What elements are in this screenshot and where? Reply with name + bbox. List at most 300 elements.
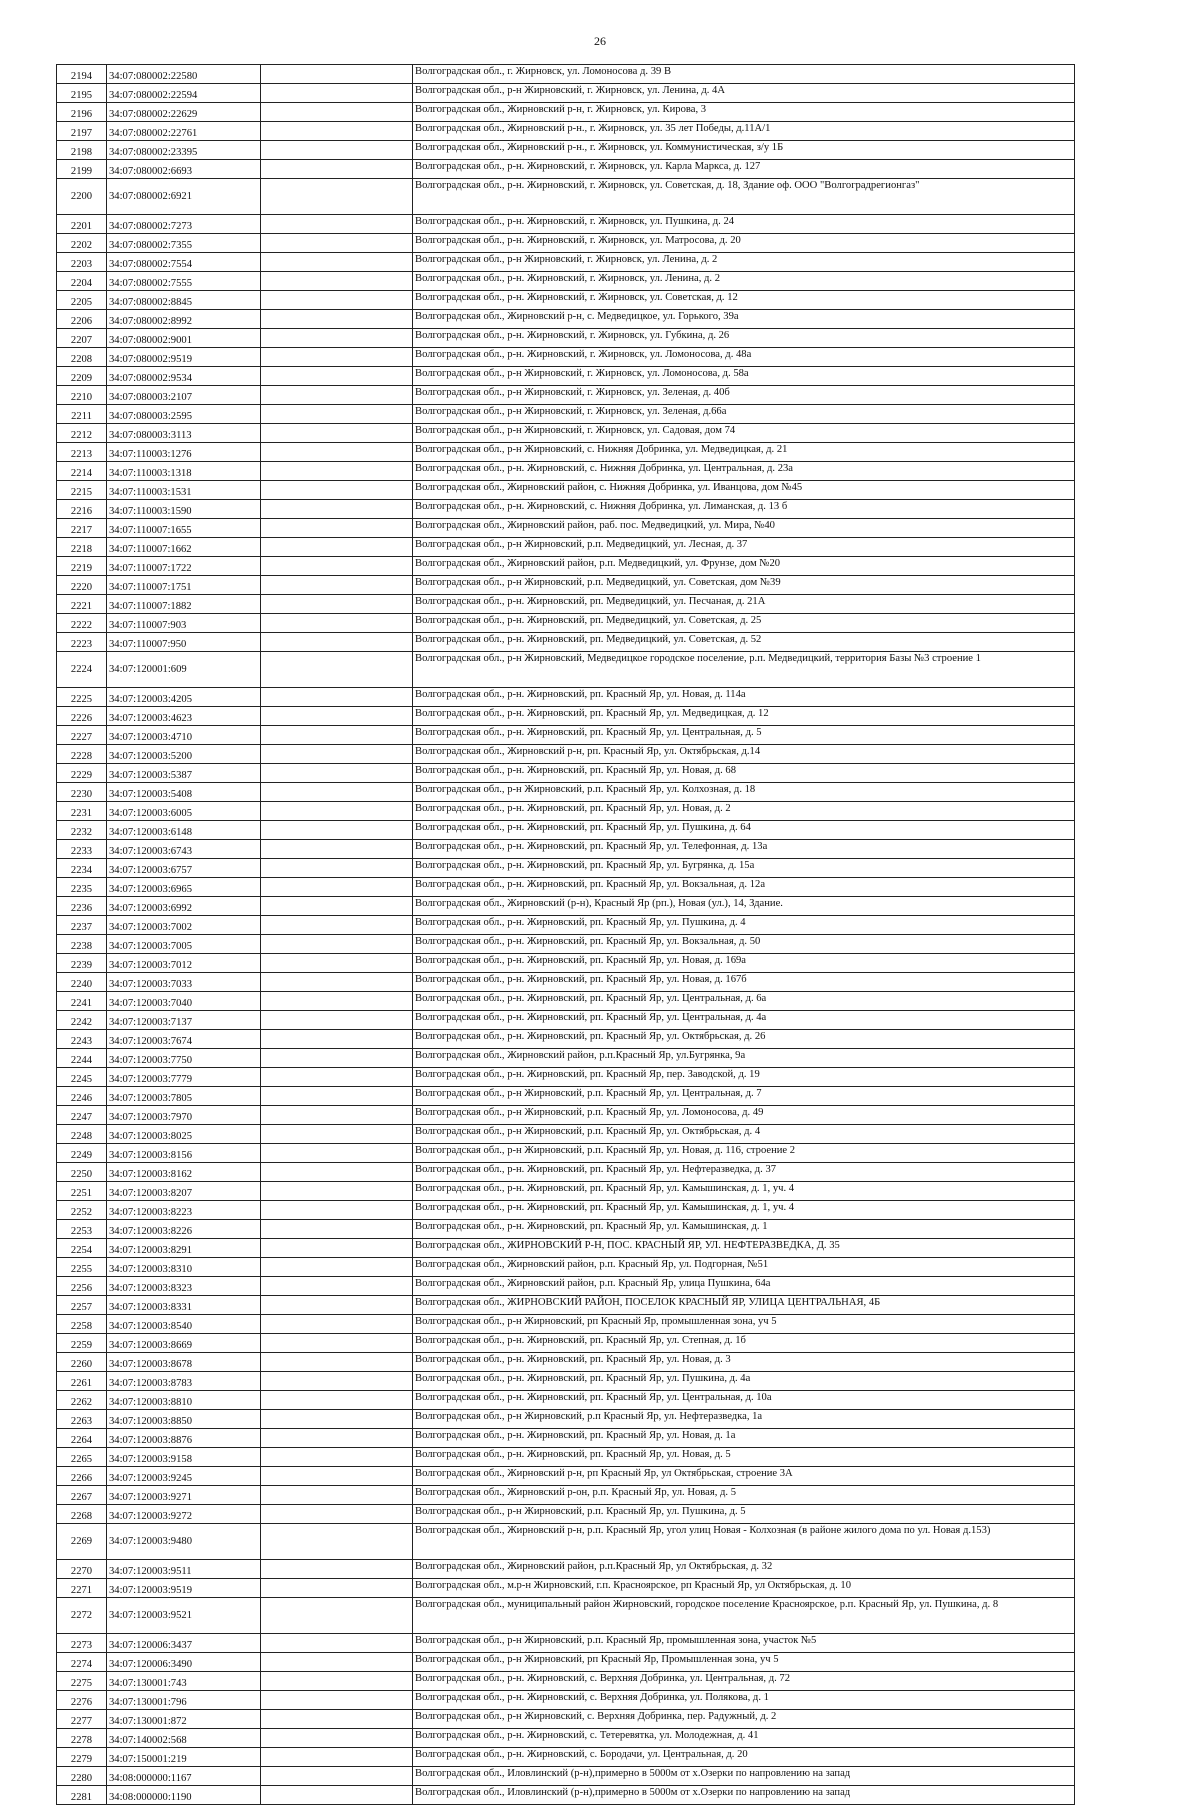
row-number-cell: 2213 xyxy=(57,443,107,462)
row-number-cell: 2223 xyxy=(57,633,107,652)
row-number-cell: 2266 xyxy=(57,1467,107,1486)
address-cell: Волгоградская обл., р-н. Жирновский, рп. Красный Яр, ул. Центральная, д. 10а xyxy=(413,1391,1075,1410)
empty-cell xyxy=(261,783,413,802)
cadastral-number-cell: 34:07:120003:9158 xyxy=(107,1448,261,1467)
cadastral-number-cell: 34:07:120003:9480 xyxy=(107,1524,261,1560)
table-row xyxy=(57,1505,1075,1524)
table-row xyxy=(57,802,1075,821)
cadastral-number-cell: 34:07:080002:6921 xyxy=(107,179,261,215)
empty-cell xyxy=(261,1030,413,1049)
table-row xyxy=(57,1087,1075,1106)
empty-cell xyxy=(261,272,413,291)
address-cell: Волгоградская обл., р-н. Жирновский, рп. Красный Яр, ул. Новая, д. 68 xyxy=(413,764,1075,783)
table-row xyxy=(57,1106,1075,1125)
empty-cell xyxy=(261,1315,413,1334)
empty-cell xyxy=(261,1598,413,1634)
table-row xyxy=(57,1486,1075,1505)
row-number-cell: 2206 xyxy=(57,310,107,329)
empty-cell xyxy=(261,1068,413,1087)
address-cell: Волгоградская обл., р-н Жирновский, г. Жирновск, ул. Зеленая, д. 40б xyxy=(413,386,1075,405)
cadastral-number-cell: 34:07:080002:23395 xyxy=(107,141,261,160)
table-row xyxy=(57,633,1075,652)
row-number-cell: 2268 xyxy=(57,1505,107,1524)
table-row xyxy=(57,1691,1075,1710)
row-number-cell: 2198 xyxy=(57,141,107,160)
row-number-cell: 2248 xyxy=(57,1125,107,1144)
table-row xyxy=(57,367,1075,386)
cadastral-number-cell: 34:07:080002:9001 xyxy=(107,329,261,348)
empty-cell xyxy=(261,1163,413,1182)
row-number-cell: 2264 xyxy=(57,1429,107,1448)
empty-cell xyxy=(261,1505,413,1524)
row-number-cell: 2269 xyxy=(57,1524,107,1560)
row-number-cell: 2265 xyxy=(57,1448,107,1467)
cadastral-number-cell: 34:07:080002:22594 xyxy=(107,84,261,103)
row-number-cell: 2228 xyxy=(57,745,107,764)
table-row xyxy=(57,500,1075,519)
empty-cell xyxy=(261,1106,413,1125)
cadastral-number-cell: 34:07:080002:9534 xyxy=(107,367,261,386)
address-cell: Волгоградская обл., р-н Жирновский, р.п. Медведицкий, ул. Советская, дом №39 xyxy=(413,576,1075,595)
row-number-cell: 2239 xyxy=(57,954,107,973)
cadastral-number-cell: 34:07:120003:4623 xyxy=(107,707,261,726)
address-cell: Волгоградская обл., р-н. Жирновский, с. Нижняя Добринка, ул. Лиманская, д. 13 б xyxy=(413,500,1075,519)
row-number-cell: 2258 xyxy=(57,1315,107,1334)
empty-cell xyxy=(261,443,413,462)
empty-cell xyxy=(261,367,413,386)
address-cell: Волгоградская обл., м.р-н Жирновский, г.п. Красноярское, рп Красный Яр, ул Октябрьская, д. 10 xyxy=(413,1579,1075,1598)
row-number-cell: 2235 xyxy=(57,878,107,897)
cadastral-number-cell: 34:07:120003:6757 xyxy=(107,859,261,878)
row-number-cell: 2246 xyxy=(57,1087,107,1106)
empty-cell xyxy=(261,310,413,329)
address-cell: Волгоградская обл., р-н. Жирновский, рп. Красный Яр, ул. Камышинская, д. 1, уч. 4 xyxy=(413,1201,1075,1220)
table-row xyxy=(57,234,1075,253)
empty-cell xyxy=(261,1258,413,1277)
address-cell: Волгоградская обл., р-н. Жирновский, с. Нижняя Добринка, ул. Центральная, д. 23а xyxy=(413,462,1075,481)
row-number-cell: 2238 xyxy=(57,935,107,954)
table-row xyxy=(57,859,1075,878)
empty-cell xyxy=(261,234,413,253)
table-row xyxy=(57,519,1075,538)
table-row xyxy=(57,405,1075,424)
table-row xyxy=(57,1634,1075,1653)
address-cell: Волгоградская обл., р-н. Жирновский, г. Жирновск, ул. Карла Маркса, д. 127 xyxy=(413,160,1075,179)
address-cell: Волгоградская обл., р-н. Жирновский, рп. Красный Яр, ул. Октябрьская, д. 26 xyxy=(413,1030,1075,1049)
table-row xyxy=(57,1258,1075,1277)
address-cell: Волгоградская обл., р-н Жирновский, р.п. Красный Яр, ул. Колхозная, д. 18 xyxy=(413,783,1075,802)
row-number-cell: 2209 xyxy=(57,367,107,386)
registry-table xyxy=(56,64,1075,1805)
row-number-cell: 2257 xyxy=(57,1296,107,1315)
row-number-cell: 2277 xyxy=(57,1710,107,1729)
table-row xyxy=(57,614,1075,633)
table-row xyxy=(57,1030,1075,1049)
address-cell: Волгоградская обл., Иловлинский (р-н),примерно в 5000м от х.Озерки по напровлению на запад xyxy=(413,1786,1075,1805)
cadastral-number-cell: 34:07:120003:6965 xyxy=(107,878,261,897)
cadastral-number-cell: 34:07:120003:8783 xyxy=(107,1372,261,1391)
table-row xyxy=(57,935,1075,954)
empty-cell xyxy=(261,802,413,821)
address-cell: Волгоградская обл., р-н. Жирновский, г. Жирновск, ул. Губкина, д. 26 xyxy=(413,329,1075,348)
empty-cell xyxy=(261,1087,413,1106)
table-row xyxy=(57,1767,1075,1786)
row-number-cell: 2275 xyxy=(57,1672,107,1691)
table-row xyxy=(57,329,1075,348)
table-row xyxy=(57,65,1075,84)
table-row xyxy=(57,1467,1075,1486)
table-row xyxy=(57,1448,1075,1467)
empty-cell xyxy=(261,291,413,310)
address-cell: Волгоградская обл., р-н. Жирновский, с. Тетеревятка, ул. Молодежная, д. 41 xyxy=(413,1729,1075,1748)
address-cell: Волгоградская обл., р-н. Жирновский, рп. Красный Яр, ул. Медведицкая, д. 12 xyxy=(413,707,1075,726)
row-number-cell: 2242 xyxy=(57,1011,107,1030)
table-row xyxy=(57,1353,1075,1372)
empty-cell xyxy=(261,1467,413,1486)
table-row xyxy=(57,1748,1075,1767)
empty-cell xyxy=(261,253,413,272)
empty-cell xyxy=(261,1729,413,1748)
address-cell: Волгоградская обл., Жирновский район, р.п. Красный Яр, улица Пушкина, 64а xyxy=(413,1277,1075,1296)
row-number-cell: 2216 xyxy=(57,500,107,519)
cadastral-number-cell: 34:07:120003:8226 xyxy=(107,1220,261,1239)
empty-cell xyxy=(261,1239,413,1258)
cadastral-number-cell: 34:07:120003:8223 xyxy=(107,1201,261,1220)
address-cell: Волгоградская обл., р-н. Жирновский, с. Бородачи, ул. Центральная, д. 20 xyxy=(413,1748,1075,1767)
table-row xyxy=(57,954,1075,973)
empty-cell xyxy=(261,595,413,614)
empty-cell xyxy=(261,1710,413,1729)
empty-cell xyxy=(261,1448,413,1467)
empty-cell xyxy=(261,916,413,935)
row-number-cell: 2234 xyxy=(57,859,107,878)
cadastral-number-cell: 34:07:110003:1318 xyxy=(107,462,261,481)
empty-cell xyxy=(261,1372,413,1391)
address-cell: Волгоградская обл., Жирновский район, р.п. Медведицкий, ул. Фрунзе, дом №20 xyxy=(413,557,1075,576)
address-cell: Волгоградская обл., р-н Жирновский, р.п. Красный Яр, ул. Пушкина, д. 5 xyxy=(413,1505,1075,1524)
table-row xyxy=(57,1220,1075,1239)
cadastral-number-cell: 34:07:120003:6992 xyxy=(107,897,261,916)
empty-cell xyxy=(261,764,413,783)
table-row xyxy=(57,1315,1075,1334)
empty-cell xyxy=(261,576,413,595)
table-row xyxy=(57,1049,1075,1068)
row-number-cell: 2204 xyxy=(57,272,107,291)
table-row xyxy=(57,821,1075,840)
row-number-cell: 2210 xyxy=(57,386,107,405)
row-number-cell: 2256 xyxy=(57,1277,107,1296)
row-number-cell: 2249 xyxy=(57,1144,107,1163)
table-row xyxy=(57,1598,1075,1634)
cadastral-number-cell: 34:07:120003:8850 xyxy=(107,1410,261,1429)
row-number-cell: 2254 xyxy=(57,1239,107,1258)
address-cell: Волгоградская обл., р-н. Жирновский, рп. Красный Яр, ул. Пушкина, д. 4 xyxy=(413,916,1075,935)
address-cell: Волгоградская обл., Жирновский р-н, р.п. Красный Яр, угол улиц Новая - Колхозная (в районе жилого дома по ул. Новая д.153) xyxy=(413,1524,1075,1560)
empty-cell xyxy=(261,348,413,367)
table-row xyxy=(57,348,1075,367)
empty-cell xyxy=(261,557,413,576)
table-row xyxy=(57,215,1075,234)
cadastral-number-cell: 34:07:110007:1882 xyxy=(107,595,261,614)
empty-cell xyxy=(261,1410,413,1429)
cadastral-number-cell: 34:07:110007:950 xyxy=(107,633,261,652)
row-number-cell: 2232 xyxy=(57,821,107,840)
cadastral-number-cell: 34:07:110003:1590 xyxy=(107,500,261,519)
cadastral-number-cell: 34:07:120003:9511 xyxy=(107,1560,261,1579)
table-row xyxy=(57,840,1075,859)
address-cell: Волгоградская обл., р-н. Жирновский, с. Верхняя Добринка, ул. Полякова, д. 1 xyxy=(413,1691,1075,1710)
table-row xyxy=(57,688,1075,707)
table-row xyxy=(57,1011,1075,1030)
table-row xyxy=(57,1653,1075,1672)
row-number-cell: 2233 xyxy=(57,840,107,859)
empty-cell xyxy=(261,1144,413,1163)
empty-cell xyxy=(261,500,413,519)
row-number-cell: 2202 xyxy=(57,234,107,253)
table-row xyxy=(57,386,1075,405)
cadastral-number-cell: 34:07:120001:609 xyxy=(107,652,261,688)
row-number-cell: 2251 xyxy=(57,1182,107,1201)
table-row xyxy=(57,1410,1075,1429)
row-number-cell: 2260 xyxy=(57,1353,107,1372)
table-row xyxy=(57,726,1075,745)
empty-cell xyxy=(261,1653,413,1672)
cadastral-number-cell: 34:07:110007:1722 xyxy=(107,557,261,576)
cadastral-number-cell: 34:07:120003:4710 xyxy=(107,726,261,745)
address-cell: Волгоградская обл., р-н Жирновский, р.п. Красный Яр, промышленная зона, участок №5 xyxy=(413,1634,1075,1653)
cadastral-number-cell: 34:07:080002:6693 xyxy=(107,160,261,179)
page-number: 26 xyxy=(594,34,606,48)
empty-cell xyxy=(261,1049,413,1068)
table-row xyxy=(57,1296,1075,1315)
empty-cell xyxy=(261,1486,413,1505)
empty-cell xyxy=(261,1277,413,1296)
row-number-cell: 2195 xyxy=(57,84,107,103)
table-row xyxy=(57,103,1075,122)
address-cell: Волгоградская обл., г. Жирновск, ул. Ломоносова д. 39 В xyxy=(413,65,1075,84)
row-number-cell: 2253 xyxy=(57,1220,107,1239)
address-cell: Волгоградская обл., ЖИРНОВСКИЙ РАЙОН, ПОСЕЛОК КРАСНЫЙ ЯР, УЛИЦА ЦЕНТРАЛЬНАЯ, 4Б xyxy=(413,1296,1075,1315)
row-number-cell: 2244 xyxy=(57,1049,107,1068)
cadastral-number-cell: 34:07:120003:7750 xyxy=(107,1049,261,1068)
empty-cell xyxy=(261,160,413,179)
row-number-cell: 2240 xyxy=(57,973,107,992)
cadastral-number-cell: 34:07:120003:8669 xyxy=(107,1334,261,1353)
empty-cell xyxy=(261,1634,413,1653)
address-cell: Волгоградская обл., Жирновский р-н, рп. Красный Яр, ул. Октябрьская, д.14 xyxy=(413,745,1075,764)
table-row xyxy=(57,160,1075,179)
address-cell: Волгоградская обл., Жирновский р-н., г. Жирновск, ул. 35 лет Победы, д.11А/1 xyxy=(413,122,1075,141)
empty-cell xyxy=(261,1579,413,1598)
empty-cell xyxy=(261,519,413,538)
empty-cell xyxy=(261,538,413,557)
address-cell: Волгоградская обл., Иловлинский (р-н),примерно в 5000м от х.Озерки по напровлению на запад xyxy=(413,1767,1075,1786)
cadastral-number-cell: 34:07:120003:8025 xyxy=(107,1125,261,1144)
address-cell: Волгоградская обл., р-н Жирновский, р.п. Красный Яр, ул. Центральная, д. 7 xyxy=(413,1087,1075,1106)
row-number-cell: 2261 xyxy=(57,1372,107,1391)
address-cell: Волгоградская обл., ЖИРНОВСКИЙ Р-Н, ПОС. КРАСНЫЙ ЯР, УЛ. НЕФТЕРАЗВЕДКА, Д. 35 xyxy=(413,1239,1075,1258)
cadastral-number-cell: 34:07:120003:8310 xyxy=(107,1258,261,1277)
address-cell: Волгоградская обл., р-н Жирновский, г. Жирновск, ул. Ленина, д. 2 xyxy=(413,253,1075,272)
empty-cell xyxy=(261,840,413,859)
cadastral-number-cell: 34:08:000000:1167 xyxy=(107,1767,261,1786)
cadastral-number-cell: 34:07:120003:5387 xyxy=(107,764,261,783)
empty-cell xyxy=(261,935,413,954)
cadastral-number-cell: 34:07:150001:219 xyxy=(107,1748,261,1767)
address-cell: Волгоградская обл., р-н. Жирновский, рп. Медведицкий, ул. Песчаная, д. 21А xyxy=(413,595,1075,614)
cadastral-number-cell: 34:08:000000:1190 xyxy=(107,1786,261,1805)
row-number-cell: 2236 xyxy=(57,897,107,916)
empty-cell xyxy=(261,215,413,234)
cadastral-number-cell: 34:07:120003:7005 xyxy=(107,935,261,954)
table-row xyxy=(57,576,1075,595)
empty-cell xyxy=(261,1201,413,1220)
row-number-cell: 2199 xyxy=(57,160,107,179)
row-number-cell: 2225 xyxy=(57,688,107,707)
address-cell: Волгоградская обл., р-н. Жирновский, г. Жирновск, ул. Советская, д. 12 xyxy=(413,291,1075,310)
address-cell: Волгоградская обл., Жирновский р-н, г. Жирновск, ул. Кирова, 3 xyxy=(413,103,1075,122)
address-cell: Волгоградская обл., р-н. Жирновский, рп. Красный Яр, ул. Центральная, д. 4а xyxy=(413,1011,1075,1030)
address-cell: Волгоградская обл., р-н Жирновский, Медведицкое городское поселение, р.п. Медведицкий, территория Базы №3 строение 1 xyxy=(413,652,1075,688)
cadastral-number-cell: 34:07:080003:2595 xyxy=(107,405,261,424)
empty-cell xyxy=(261,1220,413,1239)
address-cell: Волгоградская обл., р-н Жирновский, с. Верхняя Добринка, пер. Радужный, д. 2 xyxy=(413,1710,1075,1729)
empty-cell xyxy=(261,1786,413,1805)
empty-cell xyxy=(261,897,413,916)
cadastral-number-cell: 34:07:120003:8810 xyxy=(107,1391,261,1410)
address-cell: Волгоградская обл., р-н Жирновский, г. Жирновск, ул. Ленина, д. 4А xyxy=(413,84,1075,103)
cadastral-number-cell: 34:07:130001:872 xyxy=(107,1710,261,1729)
table-row xyxy=(57,745,1075,764)
table-row xyxy=(57,783,1075,802)
cadastral-number-cell: 34:07:120003:5408 xyxy=(107,783,261,802)
cadastral-number-cell: 34:07:080002:9519 xyxy=(107,348,261,367)
row-number-cell: 2262 xyxy=(57,1391,107,1410)
row-number-cell: 2230 xyxy=(57,783,107,802)
address-cell: Волгоградская обл., р-н. Жирновский, рп. Красный Яр, ул. Новая, д. 5 xyxy=(413,1448,1075,1467)
empty-cell xyxy=(261,954,413,973)
empty-cell xyxy=(261,633,413,652)
table-row xyxy=(57,462,1075,481)
table-row xyxy=(57,973,1075,992)
empty-cell xyxy=(261,614,413,633)
address-cell: Волгоградская обл., р-н Жирновский, с. Нижняя Добринка, ул. Медведицкая, д. 21 xyxy=(413,443,1075,462)
address-cell: Волгоградская обл., р-н Жирновский, рп Красный Яр, Промышленная зона, уч 5 xyxy=(413,1653,1075,1672)
table-row xyxy=(57,878,1075,897)
cadastral-number-cell: 34:07:120003:6743 xyxy=(107,840,261,859)
table-row xyxy=(57,1391,1075,1410)
empty-cell xyxy=(261,1334,413,1353)
row-number-cell: 2237 xyxy=(57,916,107,935)
address-cell: Волгоградская обл., р-н. Жирновский, рп. Медведицкий, ул. Советская, д. 25 xyxy=(413,614,1075,633)
empty-cell xyxy=(261,103,413,122)
address-cell: Волгоградская обл., р-н. Жирновский, рп. Красный Яр, ул. Камышинская, д. 1 xyxy=(413,1220,1075,1239)
address-cell: Волгоградская обл., р-н. Жирновский, рп. Красный Яр, ул. Новая, д. 2 xyxy=(413,802,1075,821)
empty-cell xyxy=(261,1767,413,1786)
table-row xyxy=(57,310,1075,329)
cadastral-number-cell: 34:07:120003:5200 xyxy=(107,745,261,764)
cadastral-number-cell: 34:07:120003:8156 xyxy=(107,1144,261,1163)
row-number-cell: 2245 xyxy=(57,1068,107,1087)
empty-cell xyxy=(261,821,413,840)
empty-cell xyxy=(261,652,413,688)
address-cell: Волгоградская обл., р-н. Жирновский, рп. Красный Яр, ул. Новая, д. 1а xyxy=(413,1429,1075,1448)
empty-cell xyxy=(261,707,413,726)
table-row xyxy=(57,595,1075,614)
empty-cell xyxy=(261,973,413,992)
row-number-cell: 2274 xyxy=(57,1653,107,1672)
address-cell: Волгоградская обл., р-н. Жирновский, г. Жирновск, ул. Матросова, д. 20 xyxy=(413,234,1075,253)
empty-cell xyxy=(261,424,413,443)
table-row xyxy=(57,1277,1075,1296)
address-cell: Волгоградская обл., р-н Жирновский, р.п. Красный Яр, ул. Новая, д. 116, строение 2 xyxy=(413,1144,1075,1163)
table-row xyxy=(57,122,1075,141)
address-cell: Волгоградская обл., Жирновский район, с. Нижняя Добринка, ул. Иванцова, дом №45 xyxy=(413,481,1075,500)
empty-cell xyxy=(261,329,413,348)
address-cell: Волгоградская обл., р-н. Жирновский, г. Жирновск, ул. Пушкина, д. 24 xyxy=(413,215,1075,234)
table-row xyxy=(57,1560,1075,1579)
empty-cell xyxy=(261,122,413,141)
table-row xyxy=(57,84,1075,103)
empty-cell xyxy=(261,462,413,481)
row-number-cell: 2273 xyxy=(57,1634,107,1653)
address-cell: Волгоградская обл., р-н. Жирновский, рп. Красный Яр, ул. Новая, д. 169а xyxy=(413,954,1075,973)
cadastral-number-cell: 34:07:080003:2107 xyxy=(107,386,261,405)
row-number-cell: 2211 xyxy=(57,405,107,424)
empty-cell xyxy=(261,1182,413,1201)
cadastral-number-cell: 34:07:120003:8678 xyxy=(107,1353,261,1372)
table-row xyxy=(57,538,1075,557)
empty-cell xyxy=(261,688,413,707)
empty-cell xyxy=(261,1353,413,1372)
cadastral-number-cell: 34:07:120003:7805 xyxy=(107,1087,261,1106)
cadastral-number-cell: 34:07:120003:7040 xyxy=(107,992,261,1011)
address-cell: Волгоградская обл., Жирновский р-н, рп Красный Яр, ул Октябрьская, строение 3А xyxy=(413,1467,1075,1486)
row-number-cell: 2229 xyxy=(57,764,107,783)
cadastral-number-cell: 34:07:120003:8162 xyxy=(107,1163,261,1182)
empty-cell xyxy=(261,141,413,160)
table-row xyxy=(57,291,1075,310)
table-row xyxy=(57,1672,1075,1691)
address-cell: Волгоградская обл., р-н. Жирновский, г. Жирновск, ул. Ленина, д. 2 xyxy=(413,272,1075,291)
cadastral-number-cell: 34:07:120003:9271 xyxy=(107,1486,261,1505)
empty-cell xyxy=(261,859,413,878)
empty-cell xyxy=(261,1296,413,1315)
address-cell: Волгоградская обл., р-н Жирновский, р.п. Красный Яр, ул. Октябрьская, д. 4 xyxy=(413,1125,1075,1144)
cadastral-number-cell: 34:07:110007:1751 xyxy=(107,576,261,595)
empty-cell xyxy=(261,386,413,405)
row-number-cell: 2217 xyxy=(57,519,107,538)
row-number-cell: 2205 xyxy=(57,291,107,310)
cadastral-number-cell: 34:07:110003:1531 xyxy=(107,481,261,500)
table-row xyxy=(57,1579,1075,1598)
cadastral-number-cell: 34:07:120003:7033 xyxy=(107,973,261,992)
cadastral-number-cell: 34:07:120003:9521 xyxy=(107,1598,261,1634)
row-number-cell: 2267 xyxy=(57,1486,107,1505)
address-cell: Волгоградская обл., муниципальный район Жирновский, городское поселение Красноярское, р.п. Красный Яр, ул. Пушкина, д. 8 xyxy=(413,1598,1075,1634)
row-number-cell: 2201 xyxy=(57,215,107,234)
address-cell: Волгоградская обл., Жирновский район, раб. пос. Медведицкий, ул. Мира, №40 xyxy=(413,519,1075,538)
row-number-cell: 2224 xyxy=(57,652,107,688)
cadastral-number-cell: 34:07:120006:3437 xyxy=(107,1634,261,1653)
row-number-cell: 2231 xyxy=(57,802,107,821)
table-row xyxy=(57,1125,1075,1144)
cadastral-number-cell: 34:07:120003:7137 xyxy=(107,1011,261,1030)
table-row xyxy=(57,424,1075,443)
cadastral-number-cell: 34:07:080002:22629 xyxy=(107,103,261,122)
address-cell: Волгоградская обл., р-н Жирновский, г. Жирновск, ул. Ломоносова, д. 58а xyxy=(413,367,1075,386)
cadastral-number-cell: 34:07:120003:7970 xyxy=(107,1106,261,1125)
